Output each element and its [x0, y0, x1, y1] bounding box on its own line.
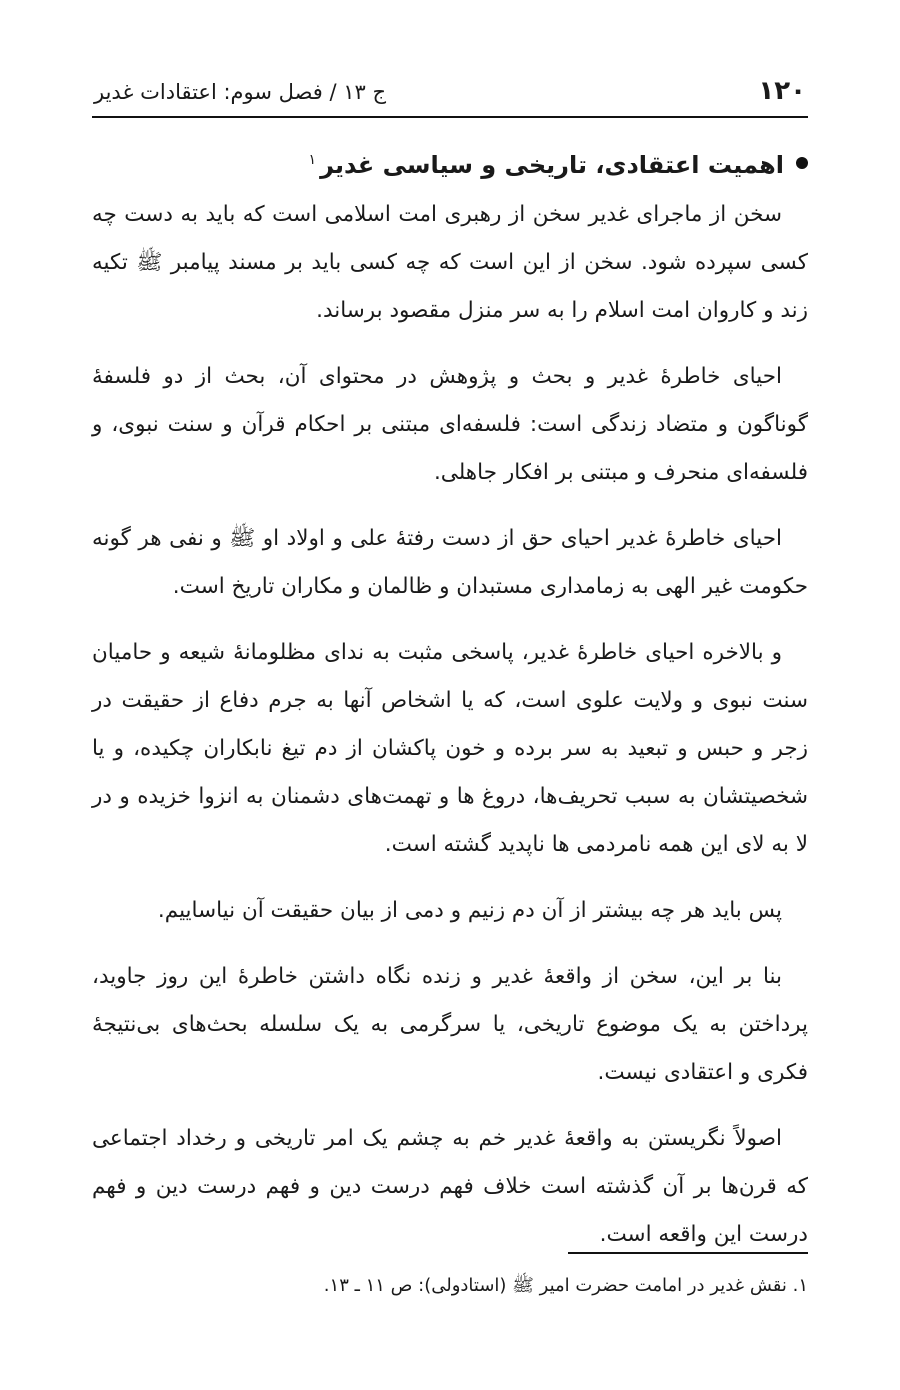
page-content — [92, 140, 808, 1277]
running-title: ج ١٣ / فصل سوم: اعتقادات غدیر — [94, 80, 387, 104]
section-heading — [92, 140, 808, 185]
paragraph-5: پس باید هر چه بیشتر از آن دم زنیم و دمی از بیان حقیقت آن نیاساییم. — [157, 898, 782, 923]
page-header — [92, 66, 808, 118]
paragraph-6: بنا بر این، سخن از واقعهٔ غدیر و زنده نگاه داشتن خاطرهٔ این روز جاوید، پرداختن به یک موضوع تاریخی، یا سرگرمی به یک سلسله بحث‌های بی‌نتیجهٔ فکری و اعتقادی نیست. — [92, 964, 808, 1085]
paragraph-4: و بالاخره احیای خاطرهٔ غدیر، پاسخی مثبت به ندای مظلومانهٔ شیعه و حامیان سنت نبوی و ولایت علوی است، که یا اشخاص آنها به جرم دفاع از حقیقت در زجر و حبس و تبعید به سر برده و خون پاکشان از دم تیغ نابکاران چکیده، و یا شخصیتشان به سبب تحریف‌ها، دروغ ها و تهمت‌های دشمنان به انزوا خزیده و در لا به لای این همه نامردمی ها ناپدید گشته است. — [92, 640, 808, 857]
bullet-icon — [796, 157, 808, 169]
section-heading-text: اهمیت اعتقادی، تاریخی و سیاسی غدیر$^١$ — [308, 151, 784, 179]
paragraph-1: سخن از ماجرای غدیر سخن از رهبری امت اسلامی است که باید به دست چه کسی سپرده شود. سخن از این است که چه کسی باید بر مسند پیامبر ﷺ تکیه زند و کاروان امت اسلام را به سر منزل مقصود برساند. — [92, 202, 808, 323]
footnote-divider — [568, 1252, 808, 1254]
paragraph-7: اصولاً نگریستن به واقعهٔ غدیر خم به چشم یک امر تاریخی و رخداد اجتماعی که قرن‌ها بر آن گذشته است خلاف فهم درست دین و فهم درست دین و فهم درست این واقعه است. — [92, 1126, 808, 1247]
paragraph-3: احیای خاطرهٔ غدیر احیای حق از دست رفتهٔ علی و اولاد او ﷺ و نفی هر گونه حکومت غیر الهی به زمامداری مستبدان و ظالمان و مکاران تاریخ است. — [92, 526, 808, 599]
footnote-reference[interactable]: ١ — [308, 152, 317, 168]
paragraph-2: احیای خاطرهٔ غدیر و بحث و پژوهش در محتوای آن، بحث از دو فلسفهٔ گوناگون و متضاد زندگی است: فلسفه‌ای مبتنی بر احکام قرآن و سنت نبوی، و فلسفه‌ای منحرف و مبتنی بر افکار جاهلی. — [92, 364, 808, 485]
footnote: ١. نقش غدیر در امامت حضرت امیر ﷺ (استادولی): ص ١١ ـ ١٣. — [323, 1275, 808, 1296]
page-number: ١٢٠ — [758, 76, 806, 106]
